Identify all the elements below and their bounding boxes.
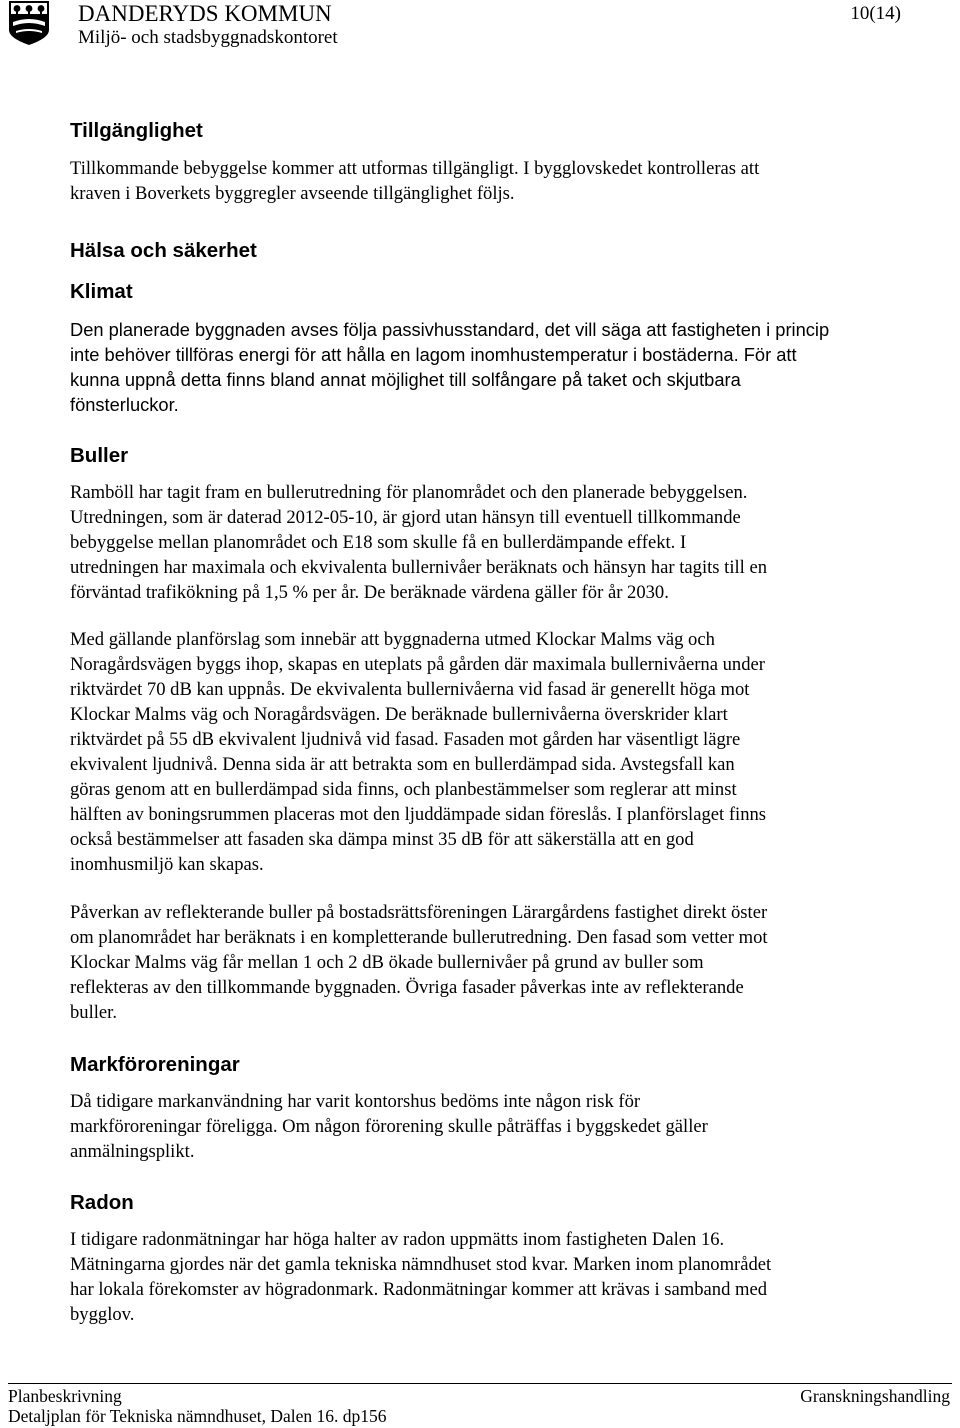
text-line: inomhusmiljö kan skapas. (70, 854, 264, 875)
paragraph (70, 156, 900, 206)
coat-of-arms-icon (8, 0, 50, 46)
text-line: fönsterluckor. (70, 394, 179, 415)
text-line: bebyggelse mellan planområdet och E18 som skulle få en bullerdämpande effekt. I (70, 532, 687, 553)
text-line: ekvivalent ljudnivå. Denna sida är att betrakta som en bullerdämpad sida. Avstegsfall kan (70, 754, 735, 775)
footer-doc-title: Detaljplan för Tekniska nämndhuset, Dalen 16. dp156 (8, 1406, 387, 1426)
text-line: göras genom att en bullerdämpad sida finns, och planbestämmelser som reglerar att minst (70, 779, 737, 800)
text-line: om planområdet har beräknats i en kompletterande bullerutredning. Den fasad som vetter mot (70, 927, 768, 948)
paragraph (70, 480, 900, 605)
text-line: Utredningen, som är daterad 2012-05-10, är gjord utan hänsyn till eventuell tillkommande (70, 507, 741, 528)
subsection-heading: Radon (70, 1191, 134, 1214)
text-line: buller. (70, 1002, 117, 1023)
text-line: också bestämmelser att fasaden ska dämpa minst 35 dB för att säkerställa att en god (70, 829, 694, 850)
section-radon (70, 1190, 900, 1216)
paragraph (70, 900, 900, 1025)
section-heading: Hälsa och säkerhet (70, 239, 257, 262)
text-line: inte behöver tillföras energi för att hålla en lagom inomhustemperatur i bostäderna. För att (70, 344, 797, 365)
page-number: 10(14) (850, 3, 901, 24)
section-accessibility (70, 118, 900, 144)
organization-name: DANDERYDS KOMMUN (78, 1, 332, 26)
text-line: har lokala förekomster av högradonmark. Radonmätningar kommer att krävas i samband med (70, 1279, 768, 1300)
section-soil-contamination (70, 1052, 900, 1078)
footer-status: Granskningshandling (800, 1386, 950, 1406)
department-name: Miljö- och stadsbyggnadskontoret (78, 27, 338, 48)
text-line: Tillkommande bebyggelse kommer att utformas tillgängligt. I bygglovskedet kontrolleras att (70, 158, 760, 179)
text-line: Påverkan av reflekterande buller på bostadsrättsföreningen Lärargårdens fastighet direkt öster (70, 902, 768, 923)
paragraph (70, 1227, 900, 1327)
text-line: Den planerade byggnaden avses följa passivhusstandard, det vill säga att fastigheten i princip (70, 319, 830, 340)
text-line: kunna uppnå detta finns bland annat möjlighet till solfångare på taket och skjutbara (70, 369, 741, 390)
subsection-heading: Klimat (70, 280, 133, 303)
subsection-heading: Markföroreningar (70, 1053, 240, 1076)
text-line: utredningen har maximala och ekvivalenta bullernivåer beräknats och hänsyn har tagits till en (70, 557, 768, 578)
text-line: anmälningsplikt. (70, 1141, 195, 1162)
section-climate (70, 279, 900, 305)
text-line: Mätningarna gjordes när det gamla tekniska nämndhuset stod kvar. Marken inom planområdet (70, 1254, 772, 1275)
paragraph (70, 627, 900, 877)
text-line: riktvärdet 70 dB kan uppnås. De ekvivalenta bullernivåerna vid fasad är generellt höga mot (70, 679, 750, 700)
text-line: kraven i Boverkets byggregler avseende tillgänglighet följs. (70, 183, 515, 204)
paragraph (70, 317, 900, 417)
text-line: förväntad trafikökning på 1,5 % per år. De beräknade värdena gäller för år 2030. (70, 582, 669, 603)
text-line: Ramböll har tagit fram en bullerutredning för planområdet och den planerade bebyggelsen. (70, 482, 748, 503)
text-line: markföroreningar föreligga. Om någon förorening skulle påträffas i byggskedet gäller (70, 1116, 708, 1137)
text-line: riktvärdet på 55 dB ekvivalent ljudnivå vid fasad. Fasaden mot gården har väsentligt lägre (70, 729, 741, 750)
text-line: Klockar Malms väg får mellan 1 och 2 dB ökade bullernivåer på grund av buller som (70, 952, 704, 973)
footer-doc-type: Planbeskrivning (8, 1386, 122, 1406)
subsection-heading: Buller (70, 444, 129, 467)
text-line: Med gällande planförslag som innebär att byggnaderna utmed Klockar Malms väg och (70, 629, 715, 650)
section-health (70, 238, 900, 264)
text-line: reflekteras av den tillkommande byggnaden. Övriga fasader påverkas inte av reflekterande (70, 977, 744, 998)
text-line: bygglov. (70, 1304, 135, 1325)
text-line: Klockar Malms väg och Noragårdsvägen. De beräknade bullernivåerna överskrider klart (70, 704, 728, 725)
text-line: hälften av boningsrummen placeras mot den ljuddämpade sidan föreslås. I planförslaget finns (70, 804, 767, 825)
paragraph (70, 1089, 900, 1164)
text-line: Noragårdsvägen byggs ihop, skapas en uteplats på gården där maximala bullernivåerna under (70, 654, 765, 675)
text-line: I tidigare radonmätningar har höga halter av radon uppmätts inom fastigheten Dalen 16. (70, 1229, 725, 1250)
section-heading: Tillgänglighet (70, 119, 203, 142)
footer-divider (8, 1383, 952, 1384)
text-line: Då tidigare markanvändning har varit kontorshus bedöms inte någon risk för (70, 1091, 641, 1112)
section-noise (70, 443, 900, 469)
